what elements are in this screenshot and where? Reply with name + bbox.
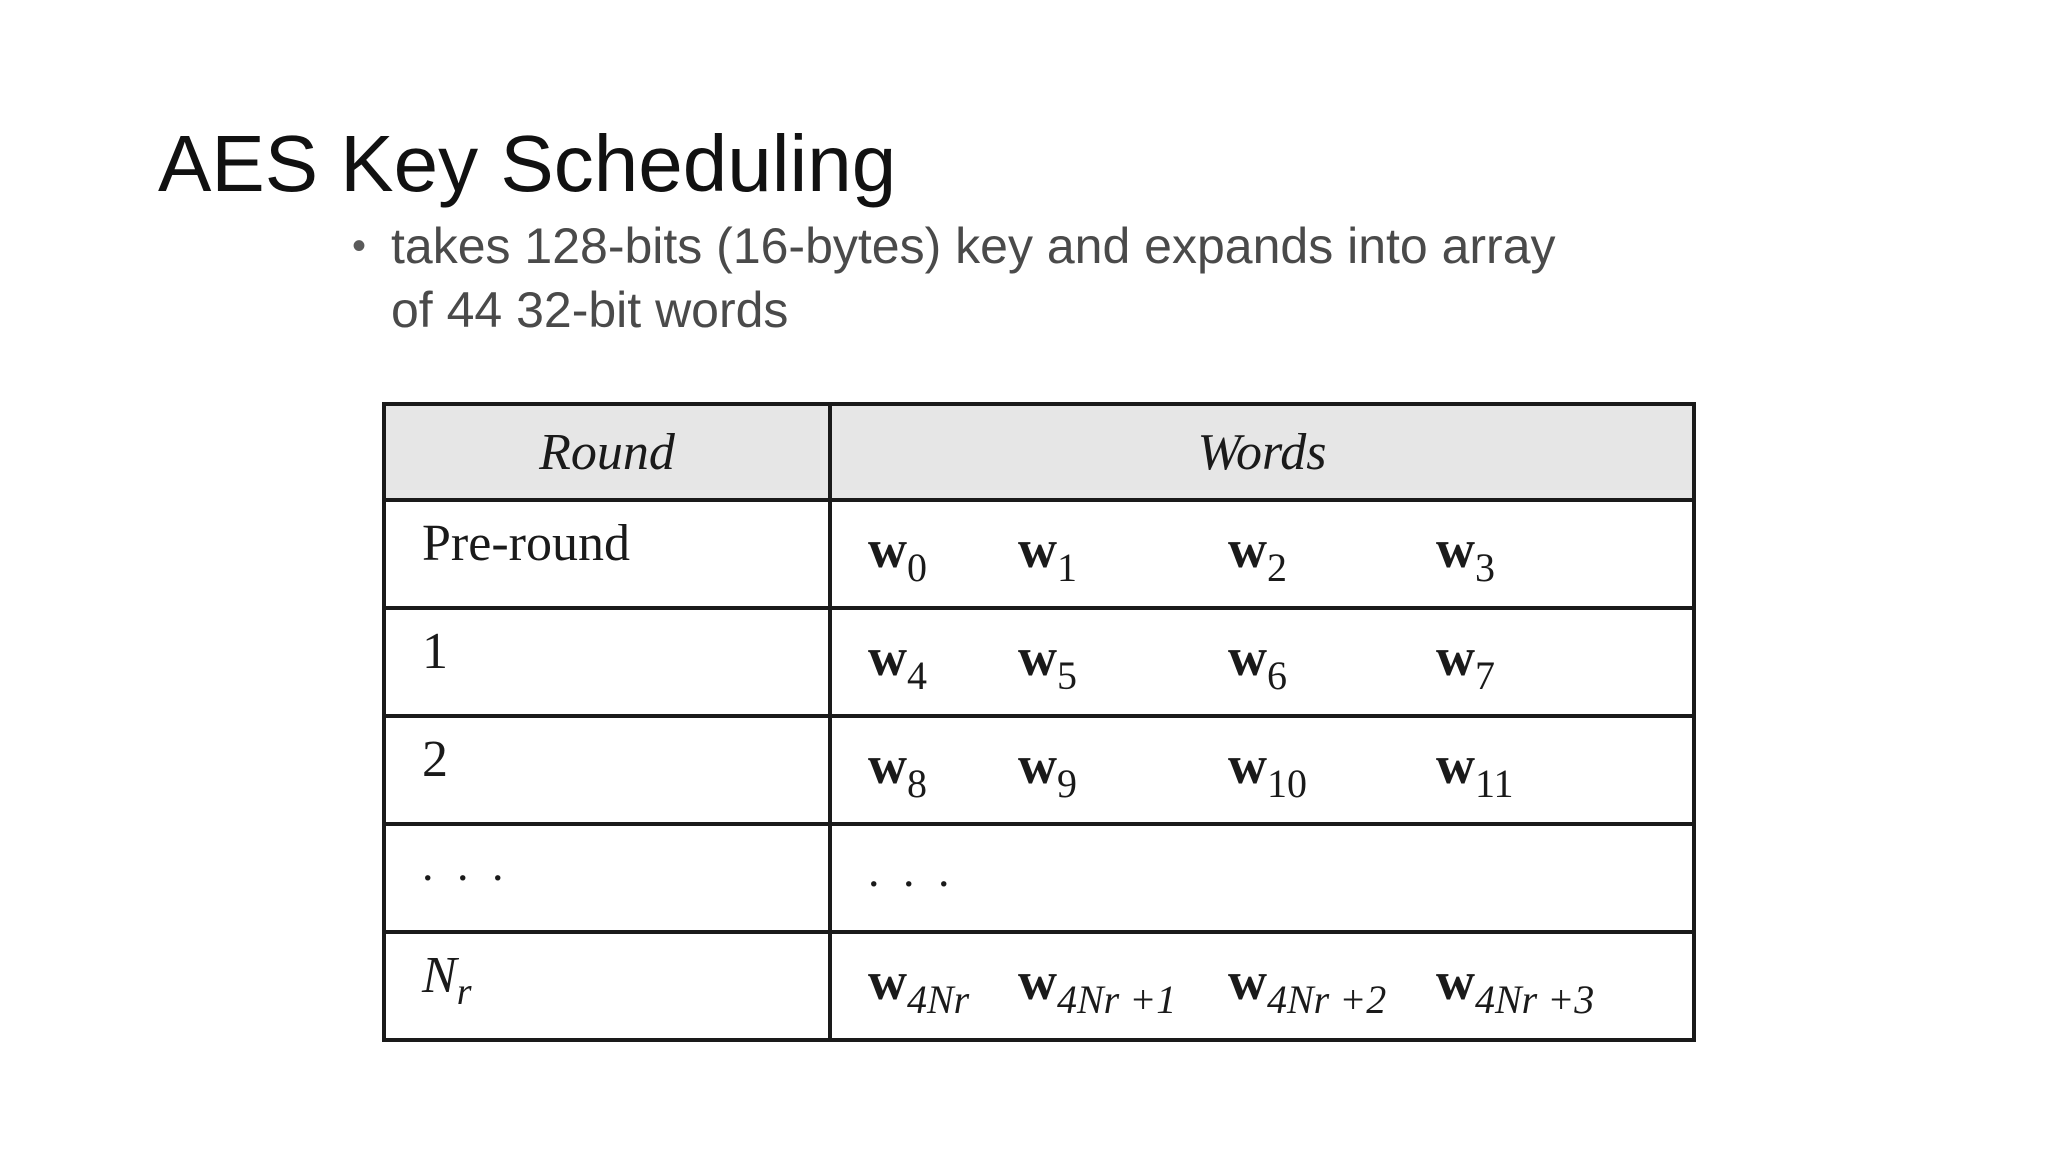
words-ellipsis: . . . <box>868 845 956 896</box>
table-row <box>384 608 1694 716</box>
words-cell <box>830 824 1694 932</box>
bullet-text <box>352 214 1772 342</box>
words-cell <box>830 716 1694 824</box>
round-cell: 1 <box>384 608 830 716</box>
word-w10: $w_{10}$ <box>1228 735 1307 806</box>
table-row <box>384 716 1694 824</box>
word-w4nr-plus2: $w_{4Nr +2}$ <box>1228 951 1387 1022</box>
word-w7: $w_7$ <box>1436 627 1495 698</box>
word-w0: $w_0$ <box>868 519 927 590</box>
slide-title: AES Key Scheduling <box>158 119 897 208</box>
words-cell <box>830 608 1694 716</box>
word-w9: $w_9$ <box>1018 735 1077 806</box>
word-w4nr: $w_{4Nr}$ <box>868 951 970 1022</box>
round-nr-sub: r <box>456 971 472 1013</box>
word-w4nr-plus1: $w_{4Nr +1}$ <box>1018 951 1177 1022</box>
words-cell <box>830 500 1694 608</box>
table-row <box>384 824 1694 932</box>
table-header-row <box>384 404 1694 500</box>
table-row <box>384 500 1694 608</box>
word-w8: $w_8$ <box>868 735 927 806</box>
word-w3: $w_3$ <box>1436 519 1495 590</box>
round-cell-nr <box>384 932 830 1040</box>
key-schedule-table <box>382 402 1696 1042</box>
round-nr-base: N <box>422 947 457 1004</box>
bullet-item <box>352 214 1772 342</box>
word-w4: $w_4$ <box>868 627 927 698</box>
word-w6: $w_6$ <box>1228 627 1287 698</box>
words-cell <box>830 932 1694 1040</box>
round-cell: Pre-round <box>384 500 830 608</box>
round-cell-ellipsis: . . . <box>384 824 830 932</box>
word-w1: $w_1$ <box>1018 519 1077 590</box>
table-row <box>384 932 1694 1040</box>
header-words: Words <box>830 404 1694 500</box>
word-w2: $w_2$ <box>1228 519 1287 590</box>
header-round: Round <box>384 404 830 500</box>
bullet-line-2: of 44 32-bit words <box>391 282 789 338</box>
bullet-dot-icon: • <box>352 224 367 268</box>
bullet-line-1: takes 128-bits (16-bytes) key and expands into array <box>391 218 1556 274</box>
round-cell: 2 <box>384 716 830 824</box>
word-w5: $w_5$ <box>1018 627 1077 698</box>
word-w11: $w_{11}$ <box>1436 735 1514 806</box>
word-w4nr-plus3: $w_{4Nr +3}$ <box>1436 951 1595 1022</box>
